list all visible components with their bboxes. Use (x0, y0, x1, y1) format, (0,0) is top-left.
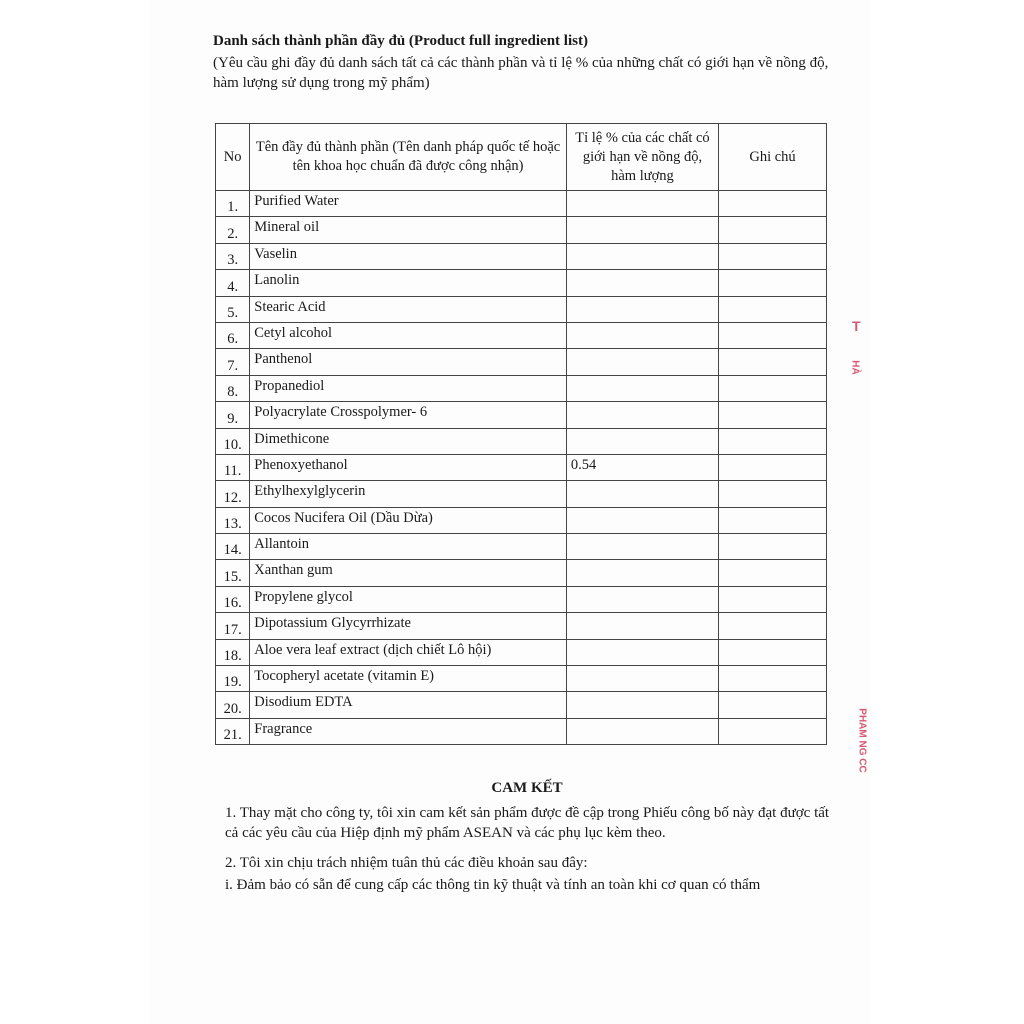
row-number: 3. (216, 243, 250, 269)
table-row (216, 534, 827, 560)
row-number: 2. (216, 217, 250, 243)
ingredient-percent (566, 692, 718, 718)
table-row (216, 191, 827, 217)
ingredient-percent (566, 402, 718, 428)
header-name: Tên đầy đủ thành phần (Tên danh pháp quốc tế hoặc tên khoa học chuẩn đã được công nhận) (250, 124, 567, 191)
table-row (216, 296, 827, 322)
row-number: 8. (216, 375, 250, 401)
ingredient-name: Allantoin (250, 534, 567, 560)
table-row (216, 217, 827, 243)
table-row (216, 507, 827, 533)
ingredient-percent (566, 481, 718, 507)
ingredient-percent: 0.54 (566, 454, 718, 480)
table-row (216, 322, 827, 348)
ingredient-percent (566, 349, 718, 375)
ingredient-note (719, 349, 827, 375)
row-number: 10. (216, 428, 250, 454)
ingredient-name: Vaselin (250, 243, 567, 269)
header-percent: Tỉ lệ % của các chất có giới hạn về nồng độ, hàm lượng (566, 124, 718, 191)
table-row (216, 586, 827, 612)
table-row (216, 666, 827, 692)
ingredient-percent (566, 270, 718, 296)
row-number: 16. (216, 586, 250, 612)
table-row (216, 560, 827, 586)
row-number: 13. (216, 507, 250, 533)
row-number: 4. (216, 270, 250, 296)
row-number: 11. (216, 454, 250, 480)
ingredient-note (719, 322, 827, 348)
subtitle: (Yêu cầu ghi đầy đủ danh sách tất cả các thành phần và tỉ lệ % của những chất có giới hạn về nồng độ, hàm lượng sử dụng trong mỹ phẩm) (213, 55, 829, 91)
ingredient-percent (566, 718, 718, 744)
red-stamp-fragment: HÀ (849, 360, 861, 375)
ingredient-name: Purified Water (250, 191, 567, 217)
ingredient-name: Ethylhexylglycerin (250, 481, 567, 507)
ingredient-name: Polyacrylate Crosspolymer- 6 (250, 402, 567, 428)
page-title: Danh sách thành phần đầy đủ (Product full ingredient list) (213, 33, 588, 49)
ingredient-percent (566, 560, 718, 586)
ingredient-name: Lanolin (250, 270, 567, 296)
table-row (216, 402, 827, 428)
ingredient-name: Cetyl alcohol (250, 322, 567, 348)
row-number: 19. (216, 666, 250, 692)
ingredient-note (719, 217, 827, 243)
row-number: 17. (216, 613, 250, 639)
ingredient-percent (566, 296, 718, 322)
commitment-paragraph-2: 2. Tôi xin chịu trách nhiệm tuân thủ các điều khoản sau đây: (225, 855, 588, 871)
table-row (216, 428, 827, 454)
row-number: 7. (216, 349, 250, 375)
row-number: 1. (216, 191, 250, 217)
ingredient-name: Tocopheryl acetate (vitamin E) (250, 666, 567, 692)
ingredient-percent (566, 534, 718, 560)
ingredient-note (719, 191, 827, 217)
red-stamp-fragment: T (852, 318, 861, 334)
ingredient-percent (566, 586, 718, 612)
ingredient-percent (566, 507, 718, 533)
ingredient-note (719, 375, 827, 401)
ingredient-percent (566, 243, 718, 269)
row-number: 6. (216, 322, 250, 348)
table-row (216, 349, 827, 375)
ingredient-percent (566, 191, 718, 217)
table-row (216, 718, 827, 744)
ingredient-note (719, 639, 827, 665)
ingredient-note (719, 428, 827, 454)
table-row (216, 481, 827, 507)
ingredient-note (719, 613, 827, 639)
table-row (216, 243, 827, 269)
ingredient-note (719, 534, 827, 560)
ingredient-name: Cocos Nucifera Oil (Dầu Dừa) (250, 507, 567, 533)
ingredient-note (719, 296, 827, 322)
table-row (216, 613, 827, 639)
header-no: No (216, 124, 250, 191)
ingredient-note (719, 402, 827, 428)
ingredient-name: Propylene glycol (250, 586, 567, 612)
row-number: 5. (216, 296, 250, 322)
ingredient-name: Dipotassium Glycyrrhizate (250, 613, 567, 639)
ingredient-name: Xanthan gum (250, 560, 567, 586)
ingredient-note (719, 692, 827, 718)
commitment-paragraph-1: 1. Thay mặt cho công ty, tôi xin cam kết sản phẩm được đề cập trong Phiếu công bố này đạt được tất cả các yêu cầu của Hiệp định mỹ phẩm ASEAN và các phụ lục kèm theo. (225, 805, 830, 841)
ingredient-note (719, 718, 827, 744)
row-number: 15. (216, 560, 250, 586)
ingredient-name: Mineral oil (250, 217, 567, 243)
ingredient-name: Phenoxyethanol (250, 454, 567, 480)
ingredient-percent (566, 428, 718, 454)
ingredient-name: Propanediol (250, 375, 567, 401)
ingredient-name: Stearic Acid (250, 296, 567, 322)
ingredient-note (719, 270, 827, 296)
row-number: 12. (216, 481, 250, 507)
ingredient-note (719, 454, 827, 480)
ingredient-percent (566, 322, 718, 348)
table-row (216, 454, 827, 480)
ingredient-note (719, 586, 827, 612)
table-header-row (216, 124, 827, 191)
table-row (216, 639, 827, 665)
ingredient-percent (566, 217, 718, 243)
table-row (216, 692, 827, 718)
row-number: 20. (216, 692, 250, 718)
ingredient-note (719, 560, 827, 586)
red-stamp-fragment: PHAM NG CC (856, 708, 868, 773)
ingredient-name: Panthenol (250, 349, 567, 375)
ingredient-note (719, 243, 827, 269)
ingredient-name: Dimethicone (250, 428, 567, 454)
row-number: 21. (216, 718, 250, 744)
commitment-title: CAM KẾT (491, 780, 563, 796)
ingredient-note (719, 481, 827, 507)
ingredient-percent (566, 666, 718, 692)
ingredient-name: Aloe vera leaf extract (dịch chiết Lô hội) (250, 639, 567, 665)
ingredient-table (215, 123, 827, 745)
header-note: Ghi chú (719, 124, 827, 191)
ingredient-note (719, 507, 827, 533)
ingredient-name: Fragrance (250, 718, 567, 744)
ingredient-percent (566, 375, 718, 401)
table-row (216, 270, 827, 296)
row-number: 14. (216, 534, 250, 560)
ingredient-percent (566, 613, 718, 639)
ingredient-note (719, 666, 827, 692)
ingredient-percent (566, 639, 718, 665)
row-number: 9. (216, 402, 250, 428)
commitment-paragraph-3: i. Đảm bảo có sẵn để cung cấp các thông tin kỹ thuật và tính an toàn khi cơ quan có thẩm (225, 877, 761, 893)
ingredient-name: Disodium EDTA (250, 692, 567, 718)
row-number: 18. (216, 639, 250, 665)
table-row (216, 375, 827, 401)
